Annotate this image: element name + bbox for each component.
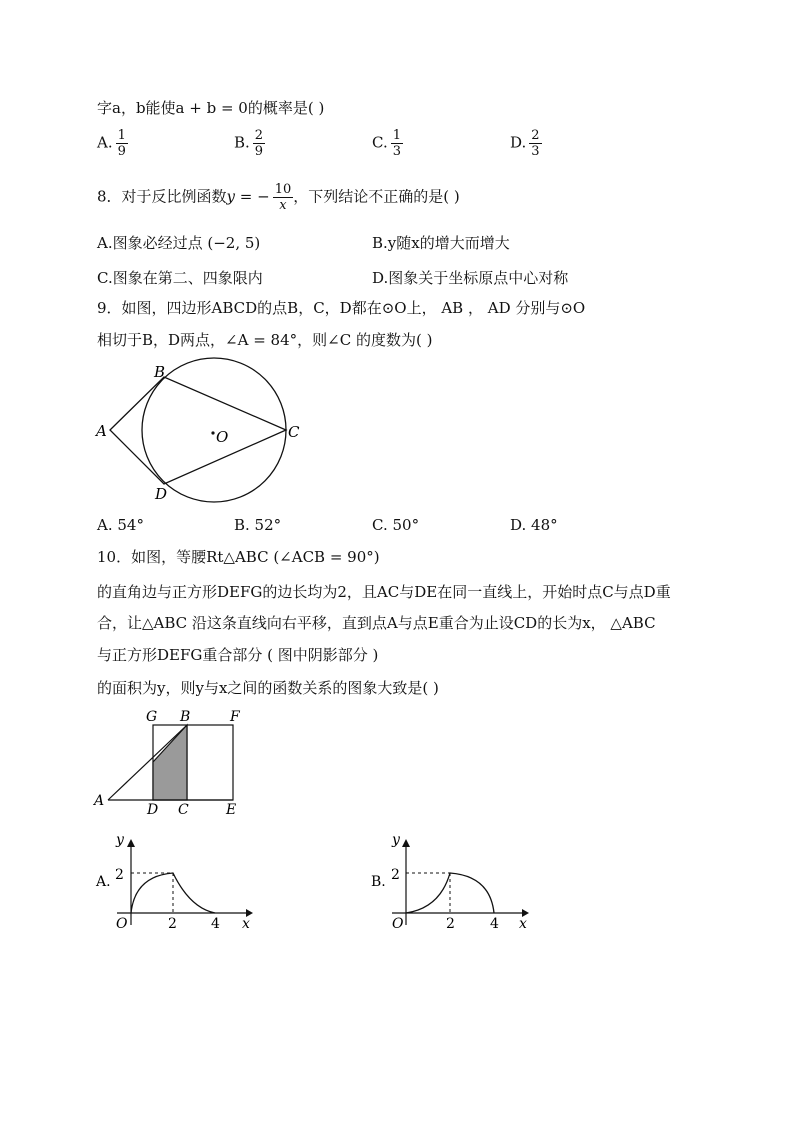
svg-text:4: 4 [211, 916, 220, 932]
label-d: D [155, 485, 168, 503]
q9-option-b[interactable]: B. 52° [234, 516, 282, 534]
q8-option-d[interactable]: D.图象关于坐标原点中心对称 [372, 269, 569, 287]
quadrilateral-abcd [110, 377, 286, 484]
q8-option-c[interactable]: C.图象在第二、四象限内 [97, 269, 263, 287]
label-a: A [94, 793, 105, 809]
label-f: F [230, 709, 240, 725]
label-b: B [154, 363, 166, 381]
label-a: A [96, 422, 107, 440]
graph-b[interactable] [371, 832, 529, 932]
q9-option-c[interactable]: C. 50° [372, 516, 420, 534]
option-label: D. [510, 133, 527, 152]
svg-text:x: x [242, 916, 250, 932]
q10-stem-line4: 与正方形DEFG重合部分 ( 图中阴影部分 ) [97, 646, 379, 664]
svg-text:2: 2 [115, 867, 124, 883]
svg-text:2: 2 [446, 916, 455, 932]
svg-text:2: 2 [391, 867, 400, 883]
fraction: $\frac{10}{x}$ [274, 182, 292, 213]
label-c: C [288, 423, 300, 441]
q10-stem-line3: 合，让△ABC 沿这条直线向右平移，直到点A与点E重合为止设CD的长为x， △ABC [97, 614, 656, 632]
q10-stem-line5: 的面积为y，则y与x之间的函数关系的图象大致是( ) [97, 679, 439, 697]
label-o: O [216, 428, 229, 446]
q8-option-a[interactable]: A.图象必经过点 (−2, 5) [97, 234, 261, 252]
label-d: D [147, 802, 159, 818]
svg-text:y: y [392, 832, 400, 848]
q9-stem-line2: 相切于B，D两点，∠A = 84°，则∠C 的度数为( ) [97, 331, 433, 349]
center-point [211, 431, 214, 434]
q9-stem-line1: 9．如图，四边形ABCD的点B，C，D都在⊙O上， AB ， AD 分别与⊙O [97, 299, 586, 317]
fraction: $\frac{1}{3}$ [392, 128, 401, 159]
svg-text:2: 2 [168, 916, 177, 932]
option-label: B. [234, 133, 250, 152]
svg-text:y: y [116, 832, 124, 848]
label-g: G [146, 709, 158, 725]
svg-text:O: O [116, 916, 128, 932]
label-c: C [178, 802, 189, 818]
q10-stem-line1: 10．如图，等腰Rt△ABC (∠ACB = 90°) [97, 548, 380, 566]
fraction: $\frac{2}{9}$ [254, 128, 264, 159]
label-e: E [226, 802, 237, 818]
fraction: $\frac{2}{3}$ [531, 128, 540, 159]
q7-stem: 字a，b能使a + b = 0的概率是( ) [97, 99, 325, 117]
fraction: $\frac{1}{9}$ [117, 128, 126, 159]
q9-option-a[interactable]: A. 54° [97, 516, 144, 534]
svg-text:O: O [392, 916, 404, 932]
q9-option-d[interactable]: D. 48° [510, 516, 558, 534]
q10-stem-line2: 的直角边与正方形DEFG的边长均为2，且AC与DE在同一直线上，开始时点C与点D重 [97, 583, 671, 601]
graph-option-label: B. [371, 874, 386, 890]
q8-option-b[interactable]: B.y随x的增大而增大 [372, 234, 510, 252]
svg-text:x: x [519, 916, 527, 932]
graph-option-label: A. [96, 874, 111, 890]
shaded-overlap [153, 725, 187, 800]
svg-text:4: 4 [490, 916, 499, 932]
graph-a[interactable] [95, 832, 253, 932]
q8-stem: 8．对于反比例函数y = − $\frac{10}{x}$ ，下列结论不正确的是( ) [97, 182, 460, 213]
label-b: B [180, 709, 191, 725]
option-label: C. [372, 133, 388, 152]
option-label: A. [97, 133, 113, 152]
